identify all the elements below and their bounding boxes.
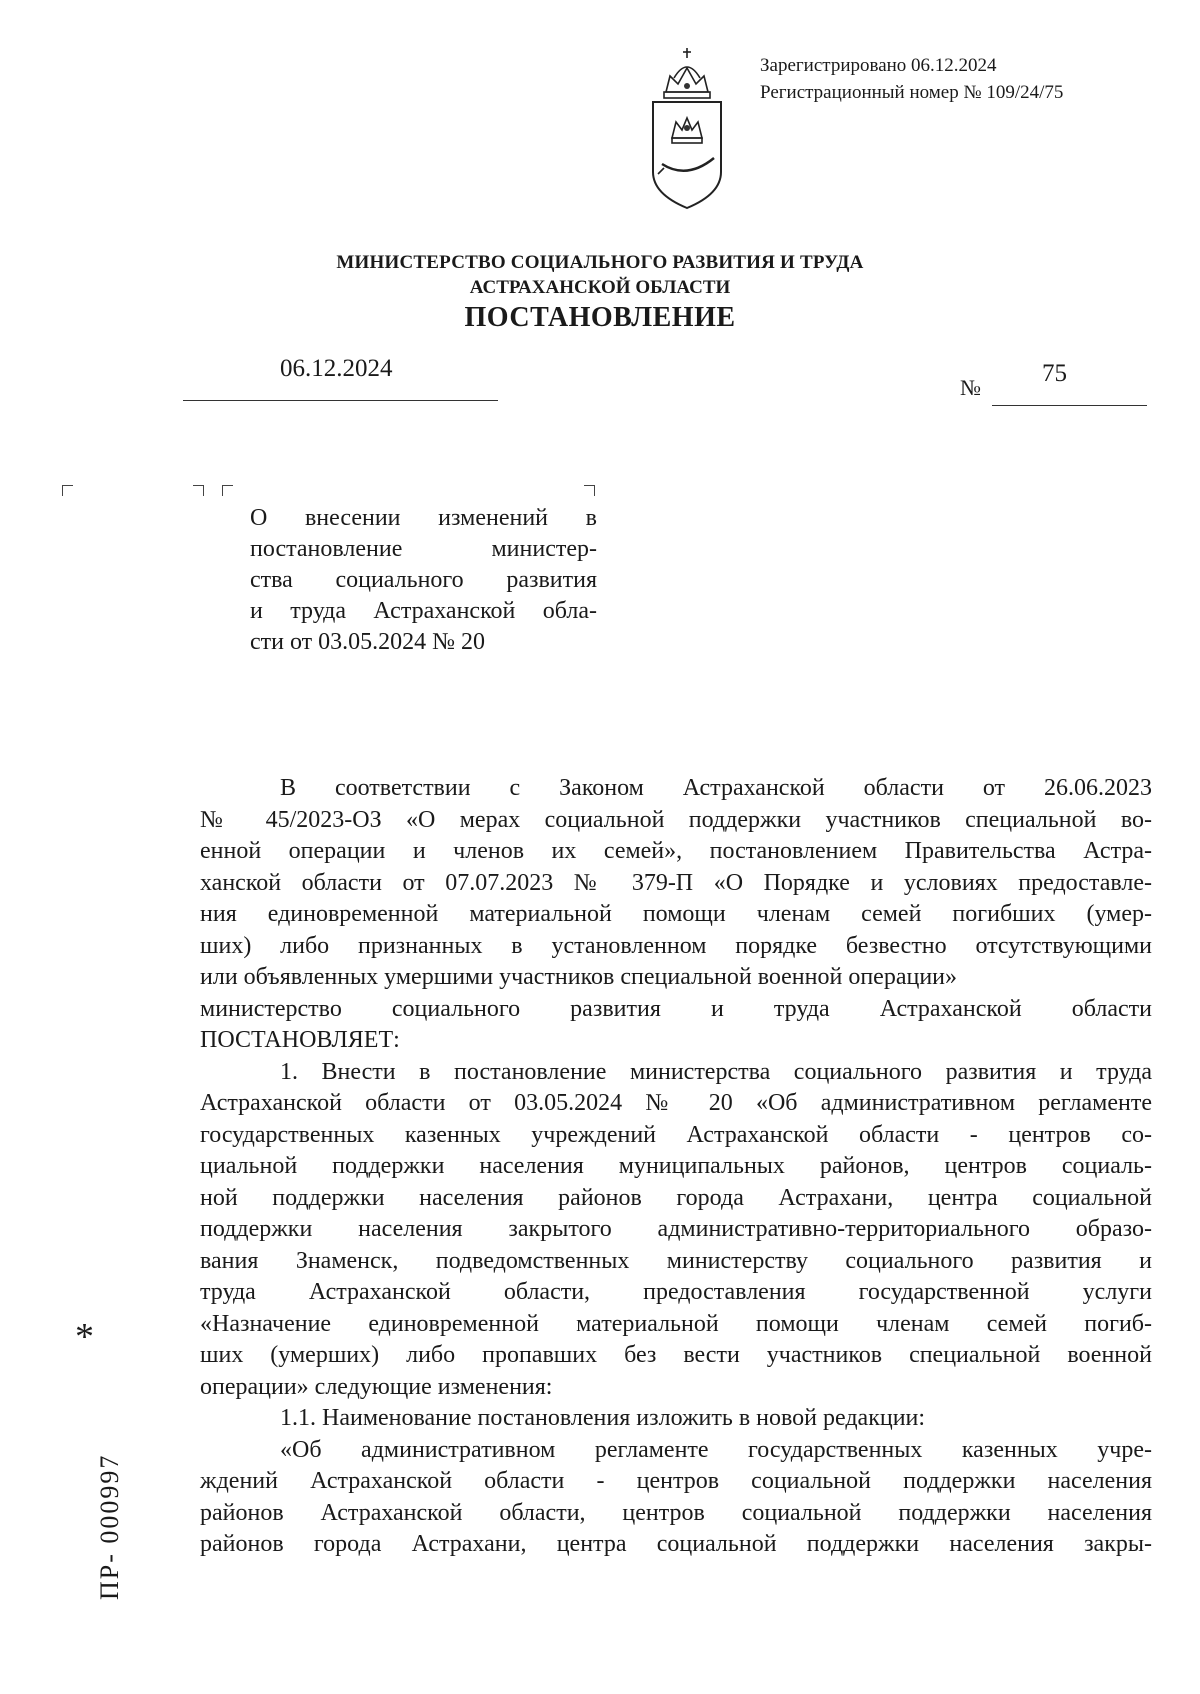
body-line: 1. Внести в постановление министерства социального развития и труда xyxy=(280,1058,1152,1085)
body-line: енной операции и членов их семей», постановлением Правительства Астра- xyxy=(200,838,1152,864)
margin-corner-mark xyxy=(62,485,73,496)
number-label: № xyxy=(960,375,981,400)
margin-asterisk: * xyxy=(75,1316,94,1358)
body-line: «Назначение единовременной материальной помощи членам семей погиб- xyxy=(200,1310,1152,1337)
body-line: министерство социального развития и труда Астраханской области xyxy=(200,995,1152,1022)
subject-corner-mark xyxy=(584,485,595,496)
body-line: ших (умерших) либо пропавших без вести участников специальной военной xyxy=(200,1342,1152,1368)
registration-date: Зарегистрировано 06.12.2024 xyxy=(760,55,997,76)
body-line: ной поддержки населения районов города Астрахани, центра социальной xyxy=(200,1184,1152,1211)
body-line: 1.1. Наименование постановления изложить в новой редакции: xyxy=(280,1405,926,1431)
body-line: районов города Астрахани, центра социальной поддержки населения закры- xyxy=(200,1531,1152,1557)
body-line: ханской области от 07.07.2023 № 379-П «О Порядке и условиях предоставле- xyxy=(200,869,1152,896)
subject-corner-mark xyxy=(222,485,233,496)
document-body xyxy=(200,773,1152,1561)
margin-document-code: ПР- 000997 xyxy=(95,1453,124,1600)
number-underline xyxy=(992,405,1147,406)
body-line: В соответствии с Законом Астраханской области от 26.06.2023 xyxy=(280,775,1152,801)
subject-line: и труда Астраханской обла- xyxy=(250,598,597,624)
body-line: ждений Астраханской области - центров социальной поддержки населения xyxy=(200,1468,1152,1494)
date-underline xyxy=(183,400,498,401)
document-type-title: ПОСТАНОВЛЕНИЕ xyxy=(464,302,736,333)
subject-line: О внесении изменений в xyxy=(250,505,597,531)
body-line: поддержки населения закрытого административно-территориального образо- xyxy=(200,1216,1152,1242)
body-line: ПОСТАНОВЛЯЕТ: xyxy=(200,1027,400,1053)
subject-line: ства социального развития xyxy=(250,567,597,593)
registration-number: Регистрационный номер № 109/24/75 xyxy=(760,82,1064,103)
registration-stamp xyxy=(760,52,1063,106)
document-date: 06.12.2024 xyxy=(280,355,393,382)
body-line: циальной поддержки населения муниципальных районов, центров социаль- xyxy=(200,1153,1152,1179)
subject-line: сти от 03.05.2024 № 20 xyxy=(250,629,486,655)
ministry-name-line-1: МИНИСТЕРСТВО СОЦИАЛЬНОГО РАЗВИТИЯ И ТРУДА xyxy=(336,252,864,273)
body-line: вания Знаменск, подведомственных министерству социального развития и xyxy=(200,1247,1152,1274)
body-line: или объявленных умершими участников специальной военной операции» xyxy=(200,964,958,990)
body-line: труда Астраханской области, предоставления государственной услуги xyxy=(200,1279,1152,1305)
body-line: районов Астраханской области, центров социальной поддержки населения xyxy=(200,1499,1152,1526)
body-line: ших) либо признанных в установленном порядке безвестно отсутствующими xyxy=(200,932,1152,959)
document-subject xyxy=(250,503,597,658)
coat-of-arms-emblem xyxy=(650,46,724,212)
body-line: ния единовременной материальной помощи членам семей погибших (умер- xyxy=(200,901,1152,927)
body-line: Астраханской области от 03.05.2024 № 20 «Об административном регламенте xyxy=(200,1090,1152,1116)
body-line: государственных казенных учреждений Астраханской области - центров со- xyxy=(200,1121,1152,1148)
body-line: № 45/2023-ОЗ «О мерах социальной поддержки участников специальной во- xyxy=(200,806,1152,833)
document-number: 75 xyxy=(1042,360,1067,387)
body-line: «Об административном регламенте государственных казенных учре- xyxy=(280,1436,1152,1463)
body-line: операции» следующие изменения: xyxy=(200,1373,553,1400)
ministry-name-line-2: АСТРАХАНСКОЙ ОБЛАСТИ xyxy=(469,277,731,298)
margin-corner-mark xyxy=(193,485,204,496)
subject-line: постановление министер- xyxy=(250,536,597,562)
